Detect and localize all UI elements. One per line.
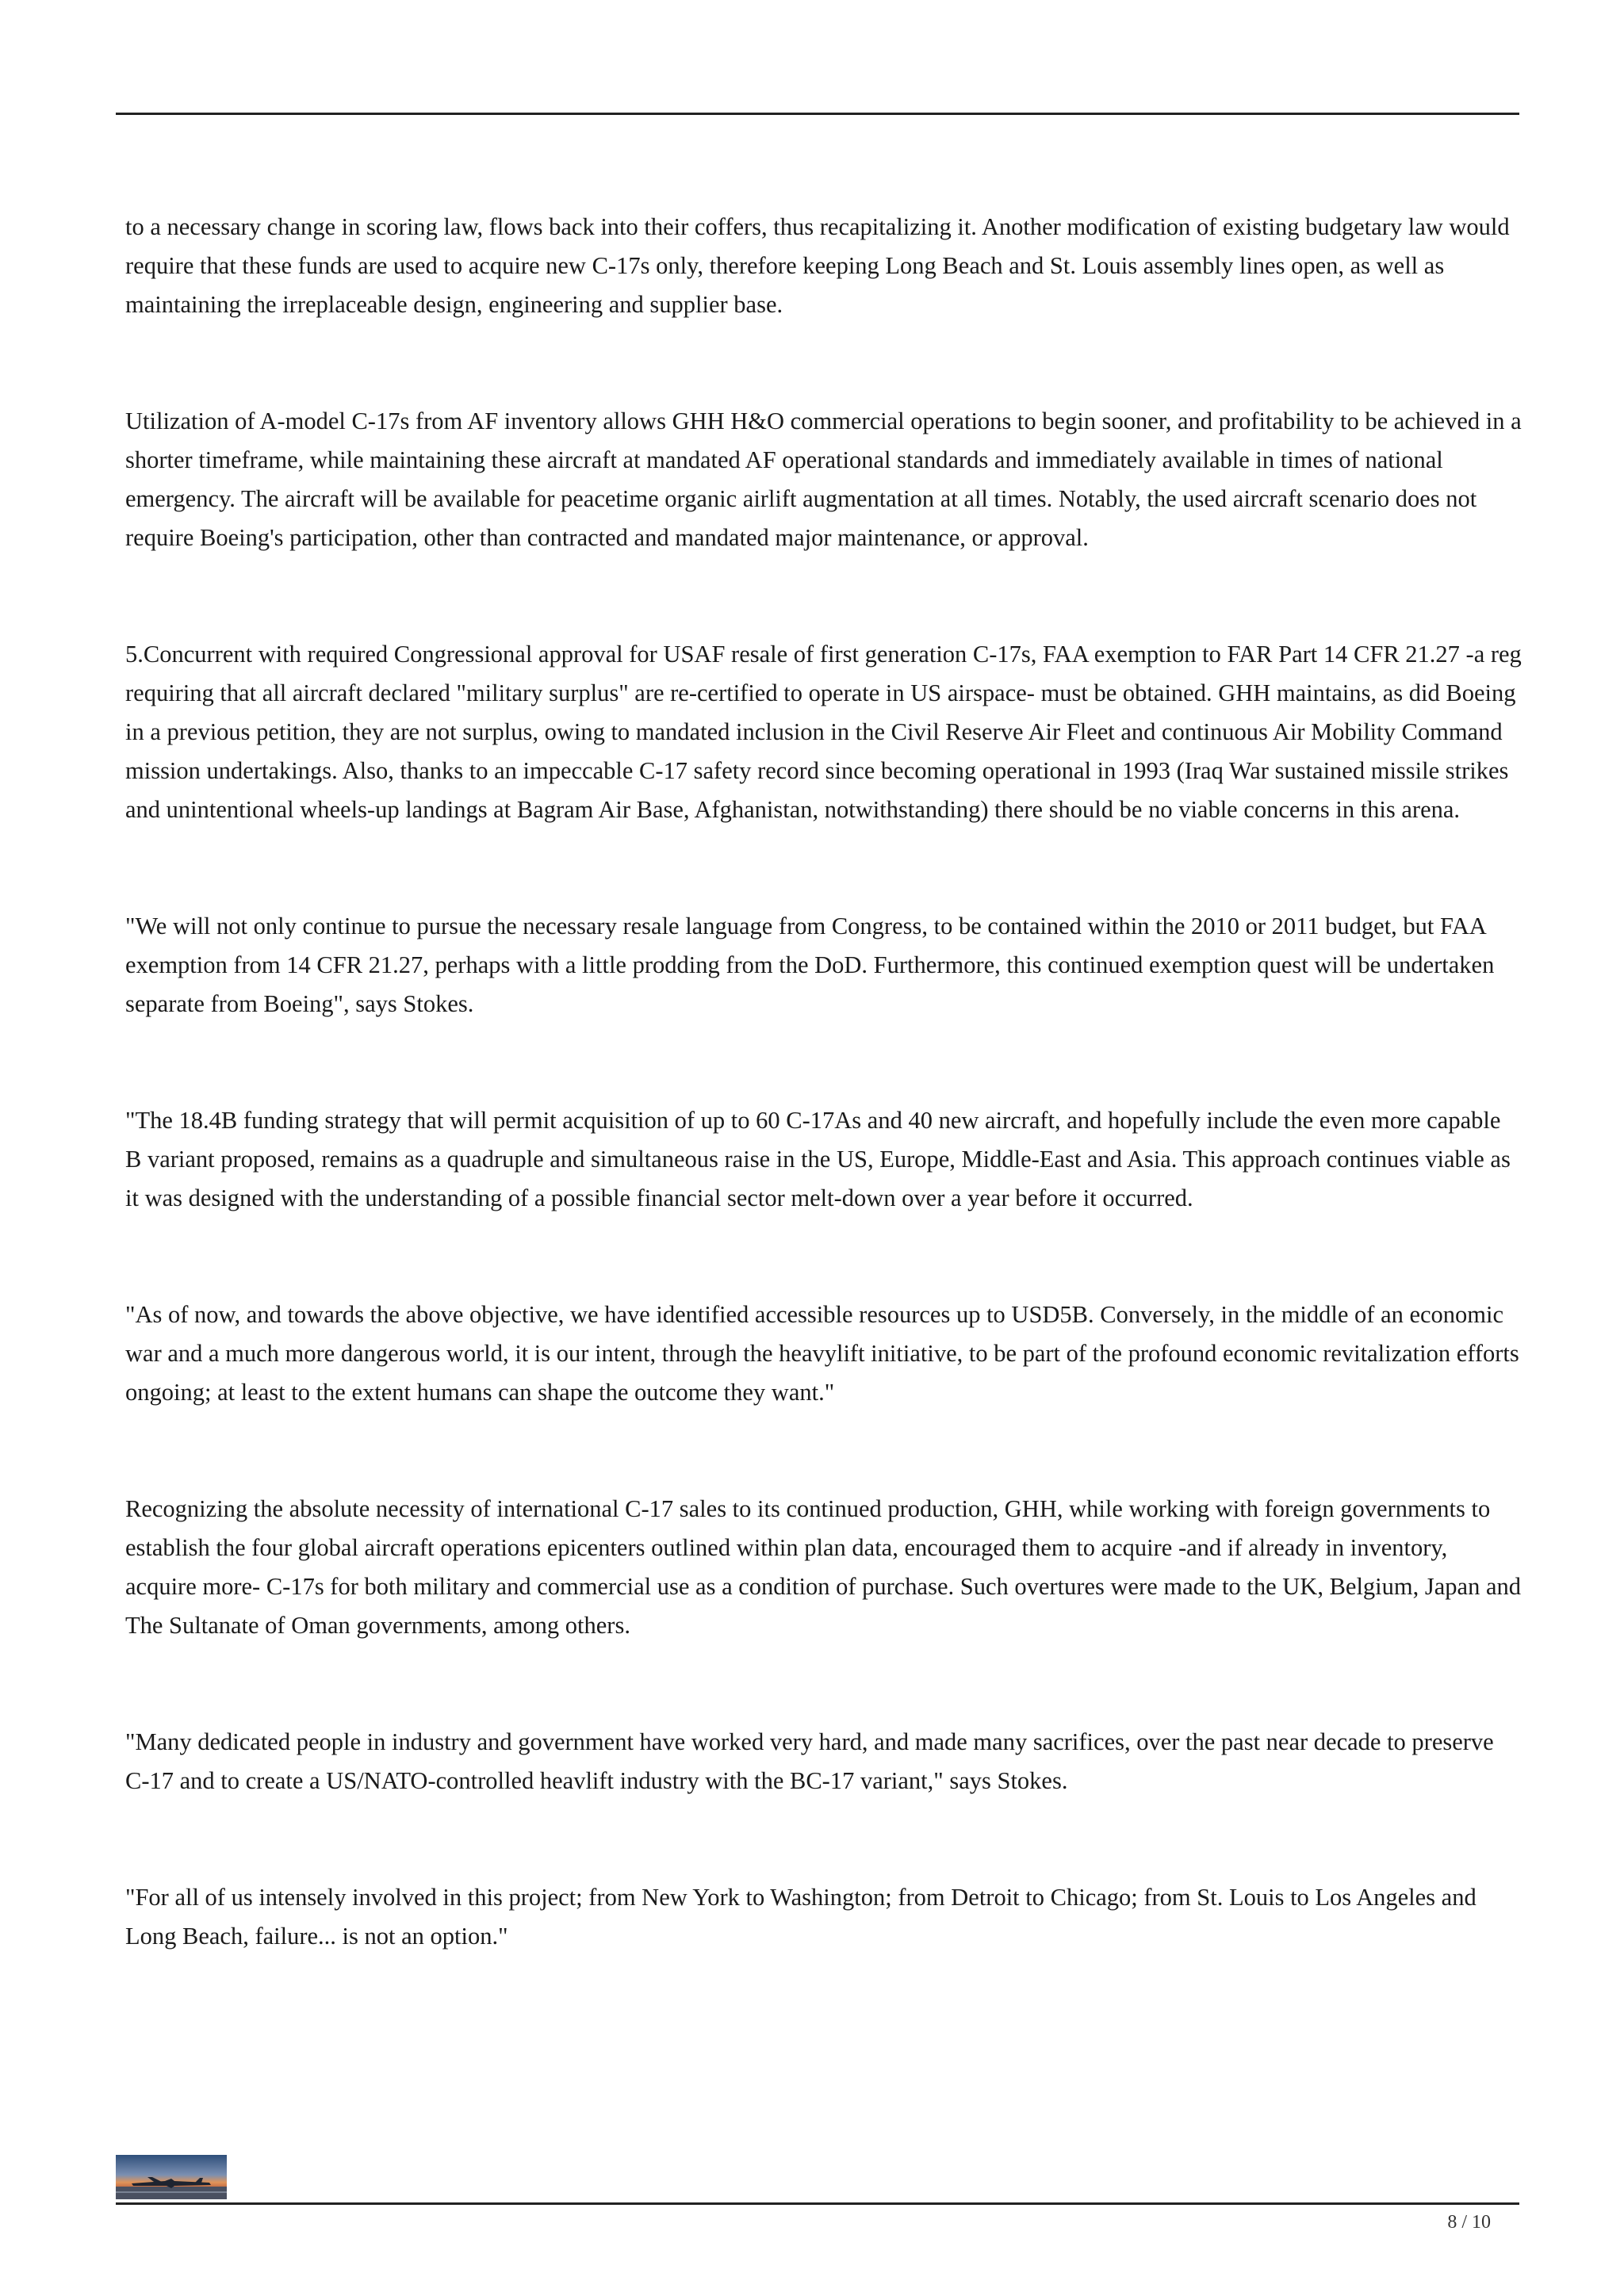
- header-rule: [116, 113, 1519, 115]
- footer-rule: [116, 2202, 1519, 2205]
- paragraph-5: "The 18.4B funding strategy that will permit acquisition of up to 60 C-17As and 40 new aircraft, and hopefully include the even more capable B variant proposed, remains as a quadruple and simultaneous raise in the US, Europe, Middle-East and Asia. This approach continues viable as it was designed with the understanding of a possible financial sector melt-down over a year before it occurred.: [125, 1107, 1511, 1211]
- paragraph-1: to a necessary change in scoring law, flows back into their coffers, thus recapitalizing it. Another modification of existing budgetary law would require that these funds are used to acquire new C-17s only, therefore keeping Long Beach and St. Louis assembly lines open, as well as maintaining the irreplaceable design, engineering and supplier base.: [125, 213, 1510, 318]
- paragraph-8: "Many dedicated people in industry and government have worked very hard, and made many sacrifices, over the past near decade to preserve C-17 and to create a US/NATO-controlled heavlift industry with the BC-17 variant," says Stokes.: [125, 1728, 1494, 1794]
- paragraph-4: "We will not only continue to pursue the necessary resale language from Congress, to be contained within the 2010 or 2011 budget, but FAA exemption from 14 CFR 21.27, perhaps with a little prodding from the DoD. Furthermore, this continued exemption quest will be undertaken separate from Boeing", says Stokes.: [125, 913, 1495, 1017]
- paragraph-3: 5.Concurrent with required Congressional approval for USAF resale of first generation C-17s, FAA exemption to FAR Part 14 CFR 21.27 -a reg requiring that all aircraft declared "military surplus" are re-certified to operate in US airspace- must be obtained. GHH maintains, as did Boeing in a previous petition, they are not surplus, owing to mandated inclusion in the Civil Reserve Air Fleet and continuous Air Mobility Command mission undertakings. Also, thanks to an impeccable C-17 safety record since becoming operational in 1993 (Iraq War sustained missile strikes and unintentional wheels-up landings at Bagram Air Base, Afghanistan, notwithstanding) there should be no viable concerns in this arena.: [125, 641, 1522, 823]
- paragraph-9: "For all of us intensely involved in this project; from New York to Washington; from Detroit to Chicago; from St. Louis to Los Angeles and Long Beach, failure... is not an option.": [125, 1884, 1477, 1950]
- page-number: 8 / 10: [1447, 2212, 1491, 2233]
- paragraph-6: "As of now, and towards the above objective, we have identified accessible resources up to USD5B. Conversely, in the middle of an economic war and a much more dangerous world, it is our intent, through the heavylift initiative, to be part of the profound economic revitalization efforts ongoing; at least to the extent humans can shape the outcome they want.": [125, 1301, 1519, 1406]
- paragraph-2: Utilization of A-model C-17s from AF inventory allows GHH H&O commercial operations to begin sooner, and profitability to be achieved in a shorter timeframe, while maintaining these aircraft at mandated AF operational standards and immediately available in times of national emergency. The aircraft will be available for peacetime organic airlift augmentation at all times. Notably, the used aircraft scenario does not require Boeing's participation, other than contracted and mandated major maintenance, or approval.: [125, 408, 1522, 551]
- paragraph-7: Recognizing the absolute necessity of international C-17 sales to its continued production, GHH, while working with foreign governments to establish the four global aircraft operations epicenters outlined within plan data, encouraged them to acquire -and if already in inventory, acquire more- C-17s for both military and commercial use as a condition of purchase. Such overtures were made to the UK, Belgium, Japan and The Sultanate of Oman governments, among others.: [125, 1495, 1521, 1639]
- document-body: [125, 208, 1522, 2034]
- aircraft-sunset-photo-icon: [116, 2155, 227, 2199]
